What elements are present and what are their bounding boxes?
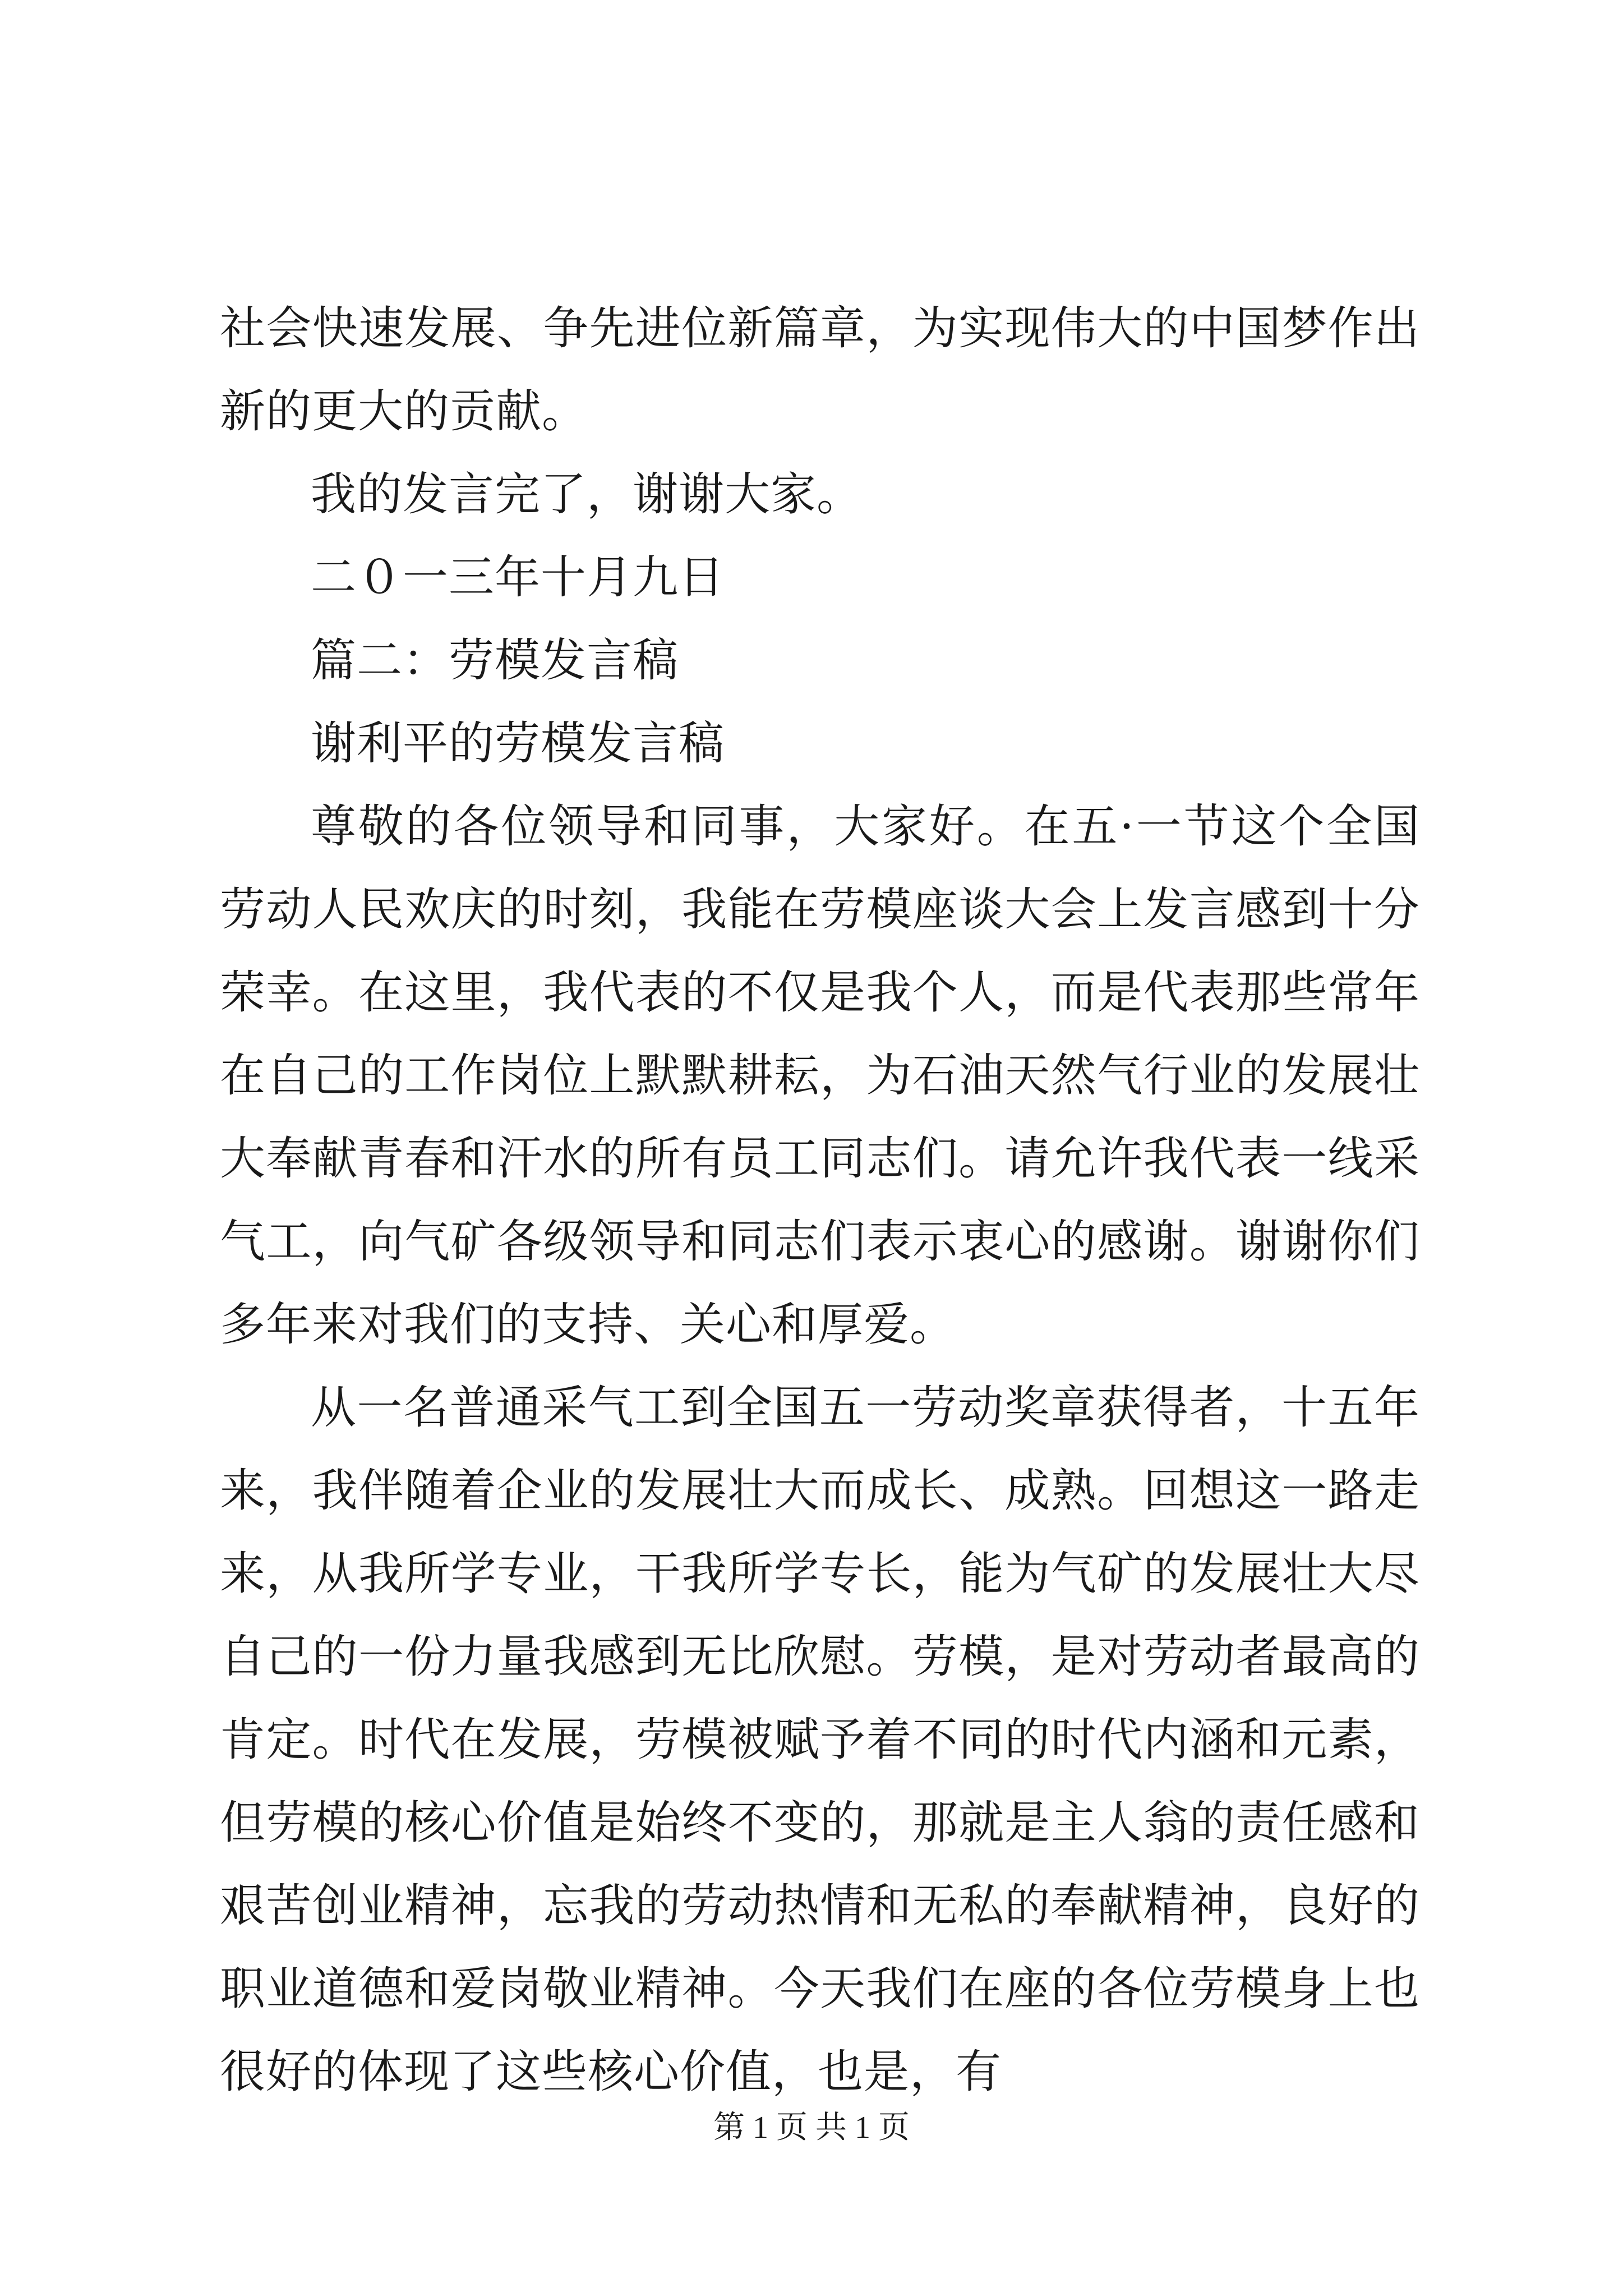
paragraph-closing: 我的发言完了，谢谢大家。 — [311, 468, 863, 521]
paragraph-date: 二０一三年十月九日 — [311, 551, 725, 604]
paragraph-body: 从一名普通采气工到全国五一劳动奖章获得者，十五年来，我伴随着企业的发展壮大而成长、成熟。回想这一路走来，从我所学专业，干我所学专长，能为气矿的发展壮大尽自己的一份力量我感到无比欣慰。劳模，是对劳动者最高的肯定。时代在发展，劳模被赋予着不同的时代内涵和元素，但劳模的核心价值是始终不变的，那就是主人翁的责任感和艰苦创业精神，忘我的劳动热情和无私的奉献精神，良好的职业道德和爱岗敬业精神。今天我们在座的各位劳模身上也很好的体现了这些核心价值，也是，有 — [220, 1382, 1420, 2099]
paragraph-continuation: 社会快速发展、争先进位新篇章，为实现伟大的中国梦作出新的更大的贡献。 — [220, 302, 1420, 438]
paragraph-greeting: 尊敬的各位领导和同事，大家好。在五·一节这个全国劳动人民欢庆的时刻，我能在劳模座谈大会上发言感到十分荣幸。在这里，我代表的不仅是我个人，而是代表那些常年在自己的工作岗位上默默耕耘，为石油天然气行业的发展壮大奉献青春和汗水的所有员工同志们。请允许我代表一线采气工，向气矿各级领导和同志们表示衷心的感谢。谢谢你们多年来对我们的支持、关心和厚爱。 — [220, 800, 1420, 1351]
document-body — [220, 287, 1420, 2114]
speech-title: 谢利平的劳模发言稿 — [311, 717, 725, 770]
page-footer: 第 1 页 共 1 页 — [713, 2110, 910, 2145]
section-heading: 篇二：劳模发言稿 — [311, 634, 679, 687]
